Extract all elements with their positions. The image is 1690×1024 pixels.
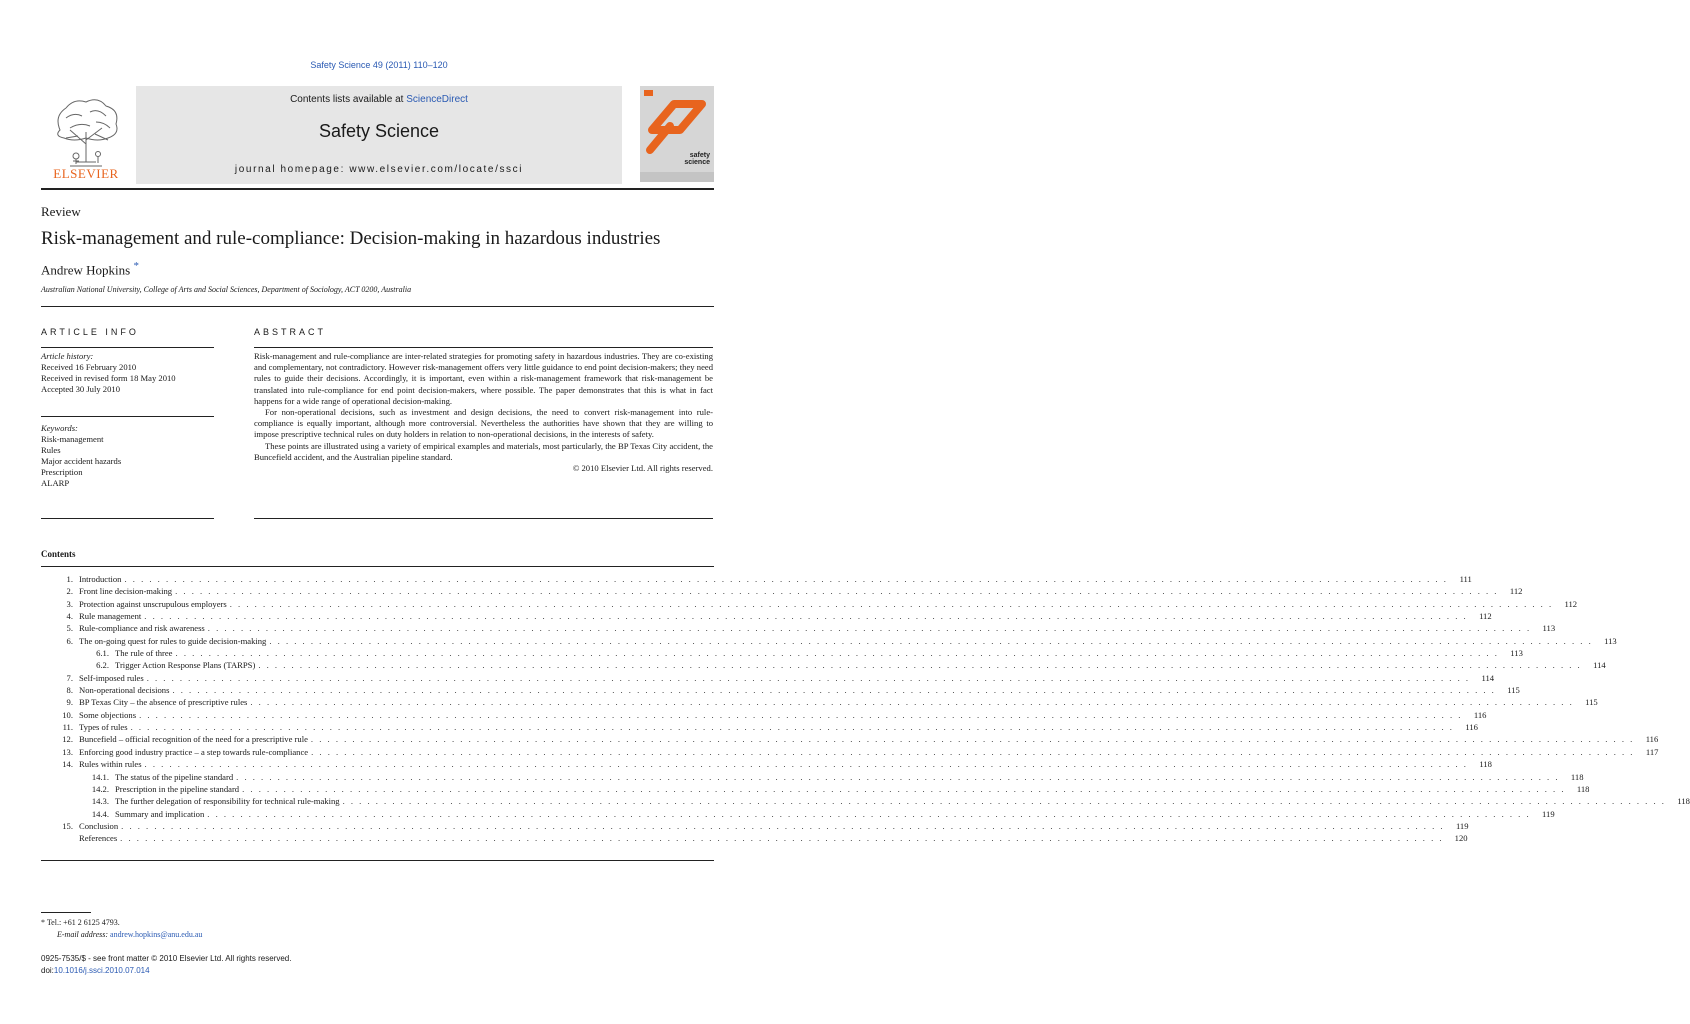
toc-leader-dots: . . . . . . . . . . . . . . . . . . . . . . . . . . . . . . . . . . . . . . . . . . . . . . . . . . . . . . . . . . . . . . . . . . . . . . . . . . . . . . . . . . . . . . . . . . . . . . . . . . . . . . . . . . . . . . . . . . . . . . . . . . . . . . . . . . . . . . . . . . . . . . . . . . . . . . . . . . . . . . . . [175,648,1499,659]
toc-entry[interactable] [41,660,1606,672]
toc-leader-dots: . . . . . . . . . . . . . . . . . . . . . . . . . . . . . . . . . . . . . . . . . . . . . . . . . . . . . . . . . . . . . . . . . . . . . . . . . . . . . . . . . . . . . . . . . . . . . . . . . . . . . . . . . . . . . . . . . . . . . . . . . . . . . . . . . . . . . . . . . . . . . . . . . . . . . . . . . . . . . . . . [311,746,1635,757]
toc-leader-dots: . . . . . . . . . . . . . . . . . . . . . . . . . . . . . . . . . . . . . . . . . . . . . . . . . . . . . . . . . . . . . . . . . . . . . . . . . . . . . . . . . . . . . . . . . . . . . . . . . . . . . . . . . . . . . . . . . . . . . . . . . . . . . . . . . . . . . . . . . . . . . . . . . . . . . . . . . . . . . . . . [207,808,1531,819]
toc-entry-number: 9. [66,697,73,708]
sciencedirect-link[interactable]: ScienceDirect [406,94,468,105]
cover-graphic-icon [640,86,714,182]
toc-entry-title[interactable]: Conclusion [79,820,119,831]
toc-entry-number: 6. [66,635,73,646]
publication-info [41,953,291,977]
toc-entry[interactable] [41,746,1659,759]
publisher-name: ELSEVIER [53,166,119,181]
toc-leader-dots: . . . . . . . . . . . . . . . . . . . . . . . . . . . . . . . . . . . . . . . . . . . . . . . . . . . . . . . . . . . . . . . . . . . . . . . . . . . . . . . . . . . . . . . . . . . . . . . . . . . . . . . . . . . . . . . . . . . . . . . . . . . . . . . . . . . . . . . . . . . . . . . . . . . . . . . . . . . . . . . . [242,783,1566,794]
author-footnote [41,917,202,941]
toc-entry-page: 113 [1542,623,1556,634]
toc-leader-dots: . . . . . . . . . . . . . . . . . . . . . . . . . . . . . . . . . . . . . . . . . . . . . . . . . . . . . . . . . . . . . . . . . . . . . . . . . . . . . . . . . . . . . . . . . . . . . . . . . . . . . . . . . . . . . . . . . . . . . . . . . . . . . . . . . . . . . . . . . . . . . . . . . . . . . . . . . . . . . . . . [342,796,1666,807]
toc-entry-title[interactable]: Introduction [79,574,122,584]
article-type: Review [41,204,81,219]
toc-leader-dots: . . . . . . . . . . . . . . . . . . . . . . . . . . . . . . . . . . . . . . . . . . . . . . . . . . . . . . . . . . . . . . . . . . . . . . . . . . . . . . . . . . . . . . . . . . . . . . . . . . . . . . . . . . . . . . . . . . . . . . . . . . . . . . . . . . . . . . . . . . . . . . . . . . . . . . . . . . . . . . . . [139,709,1463,720]
author-affiliation: Australian National University, College of Arts and Social Sciences, Department of Sociology, ACT 0200, Australia [41,285,412,294]
contents-divider-bottom [41,860,714,861]
toc-leader-dots: . . . . . . . . . . . . . . . . . . . . . . . . . . . . . . . . . . . . . . . . . . . . . . . . . . . . . . . . . . . . . . . . . . . . . . . . . . . . . . . . . . . . . . . . . . . . . . . . . . . . . . . . . . . . . . . . . . . . . . . . . . . . . . . . . . . . . . . . . . . . . . . . . . . . . . . . . . . . . . . . [229,598,1554,609]
toc-entry-title[interactable]: Enforcing good industry practice – a step towards rule-compliance [79,746,309,757]
article-history [41,351,176,395]
info-divider-middle [41,416,214,417]
abstract-divider-top [254,347,713,348]
history-received: Received 16 February 2010 [41,362,137,372]
abstract-divider-bottom [254,518,713,519]
keyword: ALARP [41,478,70,488]
toc-entry-title[interactable]: The further delegation of responsibility for technical rule-making [115,796,340,807]
toc-entry-title[interactable]: Front line decision-making [79,586,173,597]
toc-entry-number: 8. [66,685,73,696]
toc-entry-number: 12. [62,734,73,745]
keyword: Risk-management [41,434,104,444]
toc-entry-number: 14. [62,759,73,770]
toc-entry[interactable] [41,796,1690,808]
contents-heading: Contents [41,549,76,559]
header-divider [41,188,714,190]
keywords-block [41,423,121,489]
toc-entry[interactable] [41,574,1472,586]
article-info-heading: ARTICLE INFO [41,327,139,337]
title-divider [41,306,714,307]
keyword: Major accident hazards [41,456,122,466]
toc-entry-page: 118 [1479,759,1492,770]
toc-entry-page: 111 [1459,574,1472,584]
toc-entry-page: 119 [1455,820,1469,831]
keyword: Rules [41,445,61,455]
toc-entry-page: 120 [1454,833,1468,844]
toc-entry[interactable] [41,833,1468,845]
toc-entry-number: 10. [62,709,73,720]
footnote-email-line [41,929,202,941]
toc-entry-number: 6.1. [96,648,109,659]
toc-entry[interactable] [41,635,1617,648]
toc-entry[interactable] [41,820,1469,833]
author-email-link[interactable]: andrew.hopkins@anu.edu.au [110,930,203,939]
toc-entry-page: 112 [1509,586,1523,597]
toc-entry-title[interactable]: Non-operational decisions [79,685,170,696]
toc-leader-dots: . . . . . . . . . . . . . . . . . . . . . . . . . . . . . . . . . . . . . . . . . . . . . . . . . . . . . . . . . . . . . . . . . . . . . . . . . . . . . . . . . . . . . . . . . . . . . . . . . . . . . . . . . . . . . . . . . . . . . . . . . . . . . . . . . . . . . . . . . . . . . . . . . . . . . . . . . . . . . . . . [124,574,1448,584]
journal-homepage-link[interactable]: journal homepage: www.elsevier.com/locate/ssci [234,164,524,175]
toc-entry[interactable] [41,623,1556,635]
toc-entry-page: 112 [1564,598,1578,609]
toc-entry[interactable] [41,722,1478,734]
keyword: Prescription [41,467,83,477]
toc-entry-title[interactable]: Prescription in the pipeline standard [115,783,240,794]
contents-divider-top [41,566,714,567]
abstract-copyright: © 2010 Elsevier Ltd. All rights reserved. [572,463,713,474]
toc-entry-title[interactable]: References [79,833,118,844]
toc-leader-dots: . . . . . . . . . . . . . . . . . . . . . . . . . . . . . . . . . . . . . . . . . . . . . . . . . . . . . . . . . . . . . . . . . . . . . . . . . . . . . . . . . . . . . . . . . . . . . . . . . . . . . . . . . . . . . . . . . . . . . . . . . . . . . . . . . . . . . . . . . . . . . . . . . . . . . . . . . . . . . . . . [269,635,1593,646]
toc-entry-page: 116 [1473,709,1487,720]
toc-entry[interactable] [41,611,1492,623]
toc-entry-number: 3. [66,598,73,609]
toc-entry-number: 14.3. [91,796,109,807]
journal-title: Safety Science [318,121,440,141]
doi-line [41,965,291,977]
abstract-paragraph: For non-operational decisions, such as investment and design decisions, the need to convert risk-management into rule-compliance is equally important, although more controversial. Nevertheless the authorities have shown that they are willing to impose prescriptive technical rules on duty holders in relation to non-operational decisions, in the interests of safety. [254,407,713,440]
toc-entry-title[interactable]: Summary and implication [115,808,205,819]
author-footnote-mark[interactable]: * [133,260,139,272]
toc-entry-title[interactable]: The on-going quest for rules to guide decision-making [79,635,267,646]
toc-entry-title[interactable]: Self-imposed rules [79,672,144,683]
toc-entry[interactable] [41,709,1487,722]
elsevier-logo [40,92,132,184]
toc-leader-dots: . . . . . . . . . . . . . . . . . . . . . . . . . . . . . . . . . . . . . . . . . . . . . . . . . . . . . . . . . . . . . . . . . . . . . . . . . . . . . . . . . . . . . . . . . . . . . . . . . . . . . . . . . . . . . . . . . . . . . . . . . . . . . . . . . . . . . . . . . . . . . . . . . . . . . . . . . . . . . . . . [207,623,1532,634]
toc-leader-dots: . . . . . . . . . . . . . . . . . . . . . . . . . . . . . . . . . . . . . . . . . . . . . . . . . . . . . . . . . . . . . . . . . . . . . . . . . . . . . . . . . . . . . . . . . . . . . . . . . . . . . . . . . . . . . . . . . . . . . . . . . . . . . . . . . . . . . . . . . . . . . . . . . . . . . . . . . . . . . . . . [120,833,1444,844]
issn-line: 0925-7535/$ - see front matter © 2010 Elsevier Ltd. All rights reserved. [41,954,292,963]
toc-leader-dots: . . . . . . . . . . . . . . . . . . . . . . . . . . . . . . . . . . . . . . . . . . . . . . . . . . . . . . . . . . . . . . . . . . . . . . . . . . . . . . . . . . . . . . . . . . . . . . . . . . . . . . . . . . . . . . . . . . . . . . . . . . . . . . . . . . . . . . . . . . . . . . . . . . . . . . . . . . . . . . . . [250,697,1574,708]
toc-leader-dots: . . . . . . . . . . . . . . . . . . . . . . . . . . . . . . . . . . . . . . . . . . . . . . . . . . . . . . . . . . . . . . . . . . . . . . . . . . . . . . . . . . . . . . . . . . . . . . . . . . . . . . . . . . . . . . . . . . . . . . . . . . . . . . . . . . . . . . . . . . . . . . . . . . . . . . . . . . . . . . . . [175,586,1499,597]
toc-entry-page: 115 [1507,685,1520,696]
article-title: Risk-management and rule-compliance: Decision-making in hazardous industries [41,228,661,249]
toc-entry-number: 4. [66,611,73,622]
author-name: Andrew Hopkins [41,262,131,278]
toc-entry-title[interactable]: Types of rules [79,722,128,733]
toc-leader-dots: . . . . . . . . . . . . . . . . . . . . . . . . . . . . . . . . . . . . . . . . . . . . . . . . . . . . . . . . . . . . . . . . . . . . . . . . . . . . . . . . . . . . . . . . . . . . . . . . . . . . . . . . . . . . . . . . . . . . . . . . . . . . . . . . . . . . . . . . . . . . . . . . . . . . . . . . . . . . . . . . [144,611,1468,622]
toc-leader-dots: . . . . . . . . . . . . . . . . . . . . . . . . . . . . . . . . . . . . . . . . . . . . . . . . . . . . . . . . . . . . . . . . . . . . . . . . . . . . . . . . . . . . . . . . . . . . . . . . . . . . . . . . . . . . . . . . . . . . . . . . . . . . . . . . . . . . . . . . . . . . . . . . . . . . . . . . . . . . . . . . [146,672,1471,683]
toc-entry-page: 116 [1645,734,1659,745]
contents-prefix: Contents lists available at [290,94,407,105]
contents-availability [136,94,622,105]
toc-entry-title[interactable]: The status of the pipeline standard [115,771,234,782]
cover-title-line-1: safety [689,152,710,159]
abstract-paragraph: Risk-management and rule-compliance are inter-related strategies for promoting safety in hazardous industries. They are co-existing and complementary, not contradictory. However risk-management offers very little guidance to end point decision-makers; they need rules to guide their decisions. Accordingly, it is important, even within a risk-management framework that risk-management be translated into rule-compliance for end point decision-makers, where possible. The paper demonstrates that this is what in fact happens for a wide range of operational decision-making. [254,351,713,406]
doi-label: doi: [41,966,54,975]
toc-entry[interactable] [41,783,1590,796]
toc-leader-dots: . . . . . . . . . . . . . . . . . . . . . . . . . . . . . . . . . . . . . . . . . . . . . . . . . . . . . . . . . . . . . . . . . . . . . . . . . . . . . . . . . . . . . . . . . . . . . . . . . . . . . . . . . . . . . . . . . . . . . . . . . . . . . . . . . . . . . . . . . . . . . . . . . . . . . . . . . . . . . . . . [310,734,1635,745]
toc-entry-title[interactable]: Protection against unscrupulous employers [79,598,227,609]
toc-entry-page: 114 [1481,672,1495,683]
toc-entry-number: 6.2. [96,660,109,671]
toc-entry-number: 14.2. [91,783,109,794]
toc-entry-number: 1. [66,574,73,584]
footnote-telephone: * Tel.: +61 2 6125 4793. [41,918,120,927]
abstract-body [254,351,713,474]
table-of-contents [41,574,1690,846]
toc-entry-page: 118 [1677,796,1690,807]
toc-entry[interactable] [41,648,1523,660]
toc-entry-number: 7. [66,672,73,683]
toc-entry-number: 14.4. [91,808,109,819]
toc-entry[interactable] [41,672,1495,685]
toc-entry-page: 118 [1570,771,1584,782]
toc-leader-dots: . . . . . . . . . . . . . . . . . . . . . . . . . . . . . . . . . . . . . . . . . . . . . . . . . . . . . . . . . . . . . . . . . . . . . . . . . . . . . . . . . . . . . . . . . . . . . . . . . . . . . . . . . . . . . . . . . . . . . . . . . . . . . . . . . . . . . . . . . . . . . . . . . . . . . . . . . . . . . . . . [236,771,1560,782]
toc-entry-title[interactable]: The rule of three [115,648,173,659]
toc-entry[interactable] [41,808,1555,821]
toc-entry-page: 113 [1510,648,1523,659]
toc-entry[interactable] [41,697,1598,709]
toc-entry[interactable] [41,586,1523,598]
toc-entry[interactable] [41,759,1492,771]
toc-entry-page: 112 [1479,611,1492,622]
toc-entry-number: 15. [62,820,73,831]
toc-entry-title[interactable]: Rule management [79,611,142,622]
toc-entry-number: 2. [66,586,73,597]
toc-entry[interactable] [41,685,1520,697]
toc-entry-number: 5. [66,623,73,634]
toc-entry-title[interactable]: Trigger Action Response Plans (TARPS) [115,660,256,671]
toc-leader-dots: . . . . . . . . . . . . . . . . . . . . . . . . . . . . . . . . . . . . . . . . . . . . . . . . . . . . . . . . . . . . . . . . . . . . . . . . . . . . . . . . . . . . . . . . . . . . . . . . . . . . . . . . . . . . . . . . . . . . . . . . . . . . . . . . . . . . . . . . . . . . . . . . . . . . . . . . . . . . . . . . [130,722,1454,733]
history-revised: Received in revised form 18 May 2010 [41,373,176,383]
email-label: E-mail address: [57,930,111,939]
toc-leader-dots: . . . . . . . . . . . . . . . . . . . . . . . . . . . . . . . . . . . . . . . . . . . . . . . . . . . . . . . . . . . . . . . . . . . . . . . . . . . . . . . . . . . . . . . . . . . . . . . . . . . . . . . . . . . . . . . . . . . . . . . . . . . . . . . . . . . . . . . . . . . . . . . . . . . . . . . . . . . . . . . . [258,660,1582,671]
journal-banner [136,86,622,184]
toc-entry-title[interactable]: Rules within rules [79,759,142,770]
toc-entry-number: 11. [62,722,73,733]
abstract-heading: ABSTRACT [254,327,327,337]
toc-entry-page: 113 [1604,635,1617,646]
toc-entry-page: 117 [1645,746,1659,757]
abstract-paragraph: These points are illustrated using a variety of empirical examples and materials, most particularly, the BP Texas City accident, the Buncefield accident, and the Australian pipeline standard. [254,440,713,462]
cover-title-line-2: science [684,159,710,166]
toc-leader-dots: . . . . . . . . . . . . . . . . . . . . . . . . . . . . . . . . . . . . . . . . . . . . . . . . . . . . . . . . . . . . . . . . . . . . . . . . . . . . . . . . . . . . . . . . . . . . . . . . . . . . . . . . . . . . . . . . . . . . . . . . . . . . . . . . . . . . . . . . . . . . . . . . . . . . . . . . . . . . . . . . [121,820,1445,831]
toc-entry-number: 14.1. [91,771,109,782]
toc-entry-page: 118 [1576,783,1590,794]
toc-entry-title[interactable]: Buncefield – official recognition of the need for a prescriptive rule [79,734,308,745]
toc-entry-page: 114 [1593,660,1606,671]
info-divider-bottom [41,518,214,519]
toc-entry-page: 115 [1585,697,1598,708]
toc-entry[interactable] [41,771,1584,784]
toc-entry-page: 119 [1542,808,1555,819]
toc-leader-dots: . . . . . . . . . . . . . . . . . . . . . . . . . . . . . . . . . . . . . . . . . . . . . . . . . . . . . . . . . . . . . . . . . . . . . . . . . . . . . . . . . . . . . . . . . . . . . . . . . . . . . . . . . . . . . . . . . . . . . . . . . . . . . . . . . . . . . . . . . . . . . . . . . . . . . . . . . . . . . . . . [144,759,1468,770]
toc-entry-number: 13. [62,746,73,757]
toc-leader-dots: . . . . . . . . . . . . . . . . . . . . . . . . . . . . . . . . . . . . . . . . . . . . . . . . . . . . . . . . . . . . . . . . . . . . . . . . . . . . . . . . . . . . . . . . . . . . . . . . . . . . . . . . . . . . . . . . . . . . . . . . . . . . . . . . . . . . . . . . . . . . . . . . . . . . . . . . . . . . . . . . [172,685,1496,696]
keywords-label: Keywords: [41,423,78,433]
journal-citation[interactable]: Safety Science 49 (2011) 110–120 [310,60,448,70]
toc-entry[interactable] [41,734,1659,746]
author-line [41,260,139,278]
footnote-divider [41,912,91,913]
toc-entry-title[interactable]: Some objections [79,709,137,720]
history-label: Article history: [41,351,94,361]
info-divider-top [41,347,214,348]
toc-entry-page: 116 [1465,722,1478,733]
history-accepted: Accepted 30 July 2010 [41,384,120,394]
journal-cover [640,86,714,182]
toc-entry-title[interactable]: Rule-compliance and risk awareness [79,623,205,634]
toc-entry[interactable] [41,598,1578,611]
toc-entry-title[interactable]: BP Texas City – the absence of prescriptive rules [79,697,248,708]
doi-link[interactable]: 10.1016/j.ssci.2010.07.014 [53,966,150,975]
